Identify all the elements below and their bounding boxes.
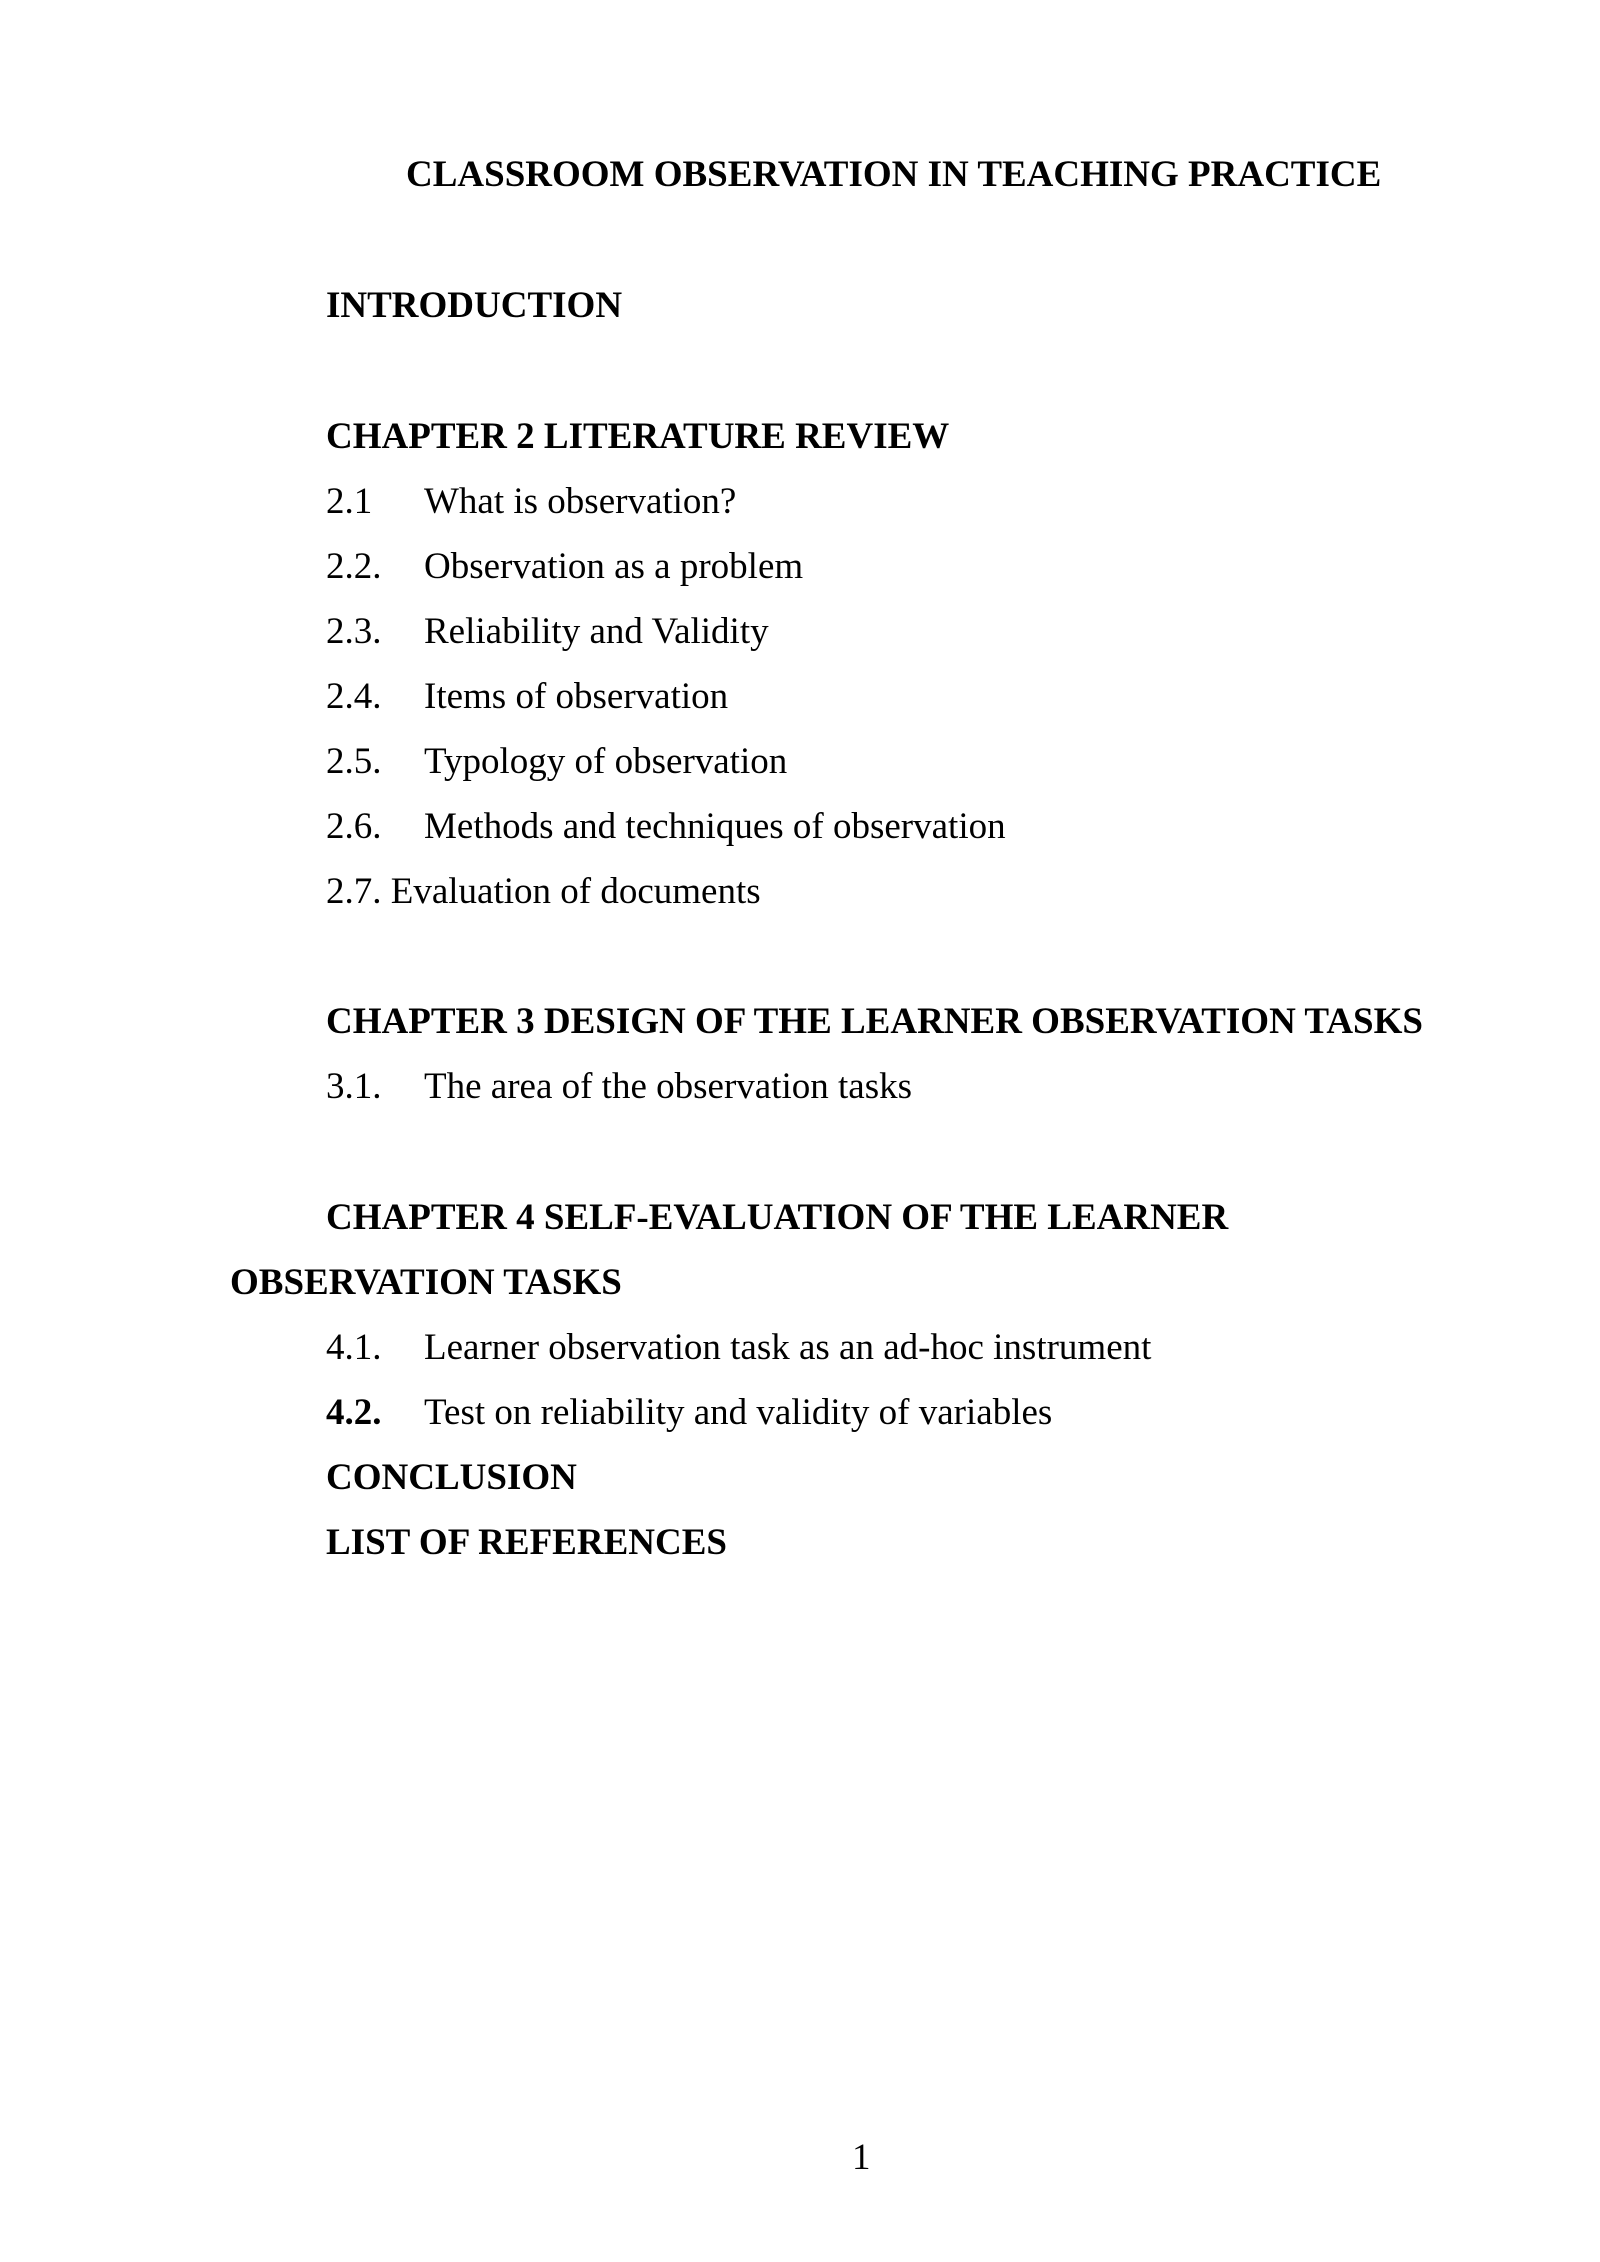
toc-entry-text: Items of observation [424, 676, 729, 717]
toc-entry-text: Test on reliability and validity of variables [424, 1392, 1053, 1433]
toc-entry-number: 3.1. [326, 1066, 382, 1107]
toc-chapter-2-heading: CHAPTER 2 LITERATURE REVIEW [326, 416, 950, 457]
toc-entry-number: 4.1. [326, 1327, 382, 1368]
toc-entry-text: Methods and techniques of observation [424, 806, 1006, 847]
toc-list-of-references: LIST OF REFERENCES [326, 1522, 727, 1563]
toc-entry-text: The area of the observation tasks [424, 1066, 913, 1107]
toc-entry-text: Learner observation task as an ad-hoc instrument [424, 1327, 1152, 1368]
toc-entry-text: Reliability and Validity [424, 611, 769, 652]
toc-entry-text: What is observation? [424, 481, 737, 522]
toc-entry-number: 2.6. [326, 806, 382, 847]
toc-entry-number: 4.2. [326, 1392, 382, 1433]
toc-introduction: INTRODUCTION [326, 285, 623, 326]
toc-entry-number: 2.1 [326, 481, 373, 522]
toc-entry-number: 2.3. [326, 611, 382, 652]
document-title: CLASSROOM OBSERVATION IN TEACHING PRACTICE [406, 154, 1382, 195]
toc-entry-text: Typology of observation [424, 741, 788, 782]
toc-chapter-4-heading-line-1: CHAPTER 4 SELF-EVALUATION OF THE LEARNER [326, 1197, 1229, 1238]
toc-chapter-3-heading: CHAPTER 3 DESIGN OF THE LEARNER OBSERVATION TASKS [326, 1001, 1423, 1042]
page-number: 1 [852, 2137, 871, 2178]
toc-entry-text: Observation as a problem [424, 546, 804, 587]
toc-entry-2-7: 2.7. Evaluation of documents [326, 871, 761, 912]
toc-entry-number: 2.2. [326, 546, 382, 587]
toc-conclusion: CONCLUSION [326, 1457, 577, 1498]
toc-chapter-4-heading-line-2: OBSERVATION TASKS [230, 1262, 622, 1303]
toc-entry-number: 2.5. [326, 741, 382, 782]
toc-entry-number: 2.4. [326, 676, 382, 717]
